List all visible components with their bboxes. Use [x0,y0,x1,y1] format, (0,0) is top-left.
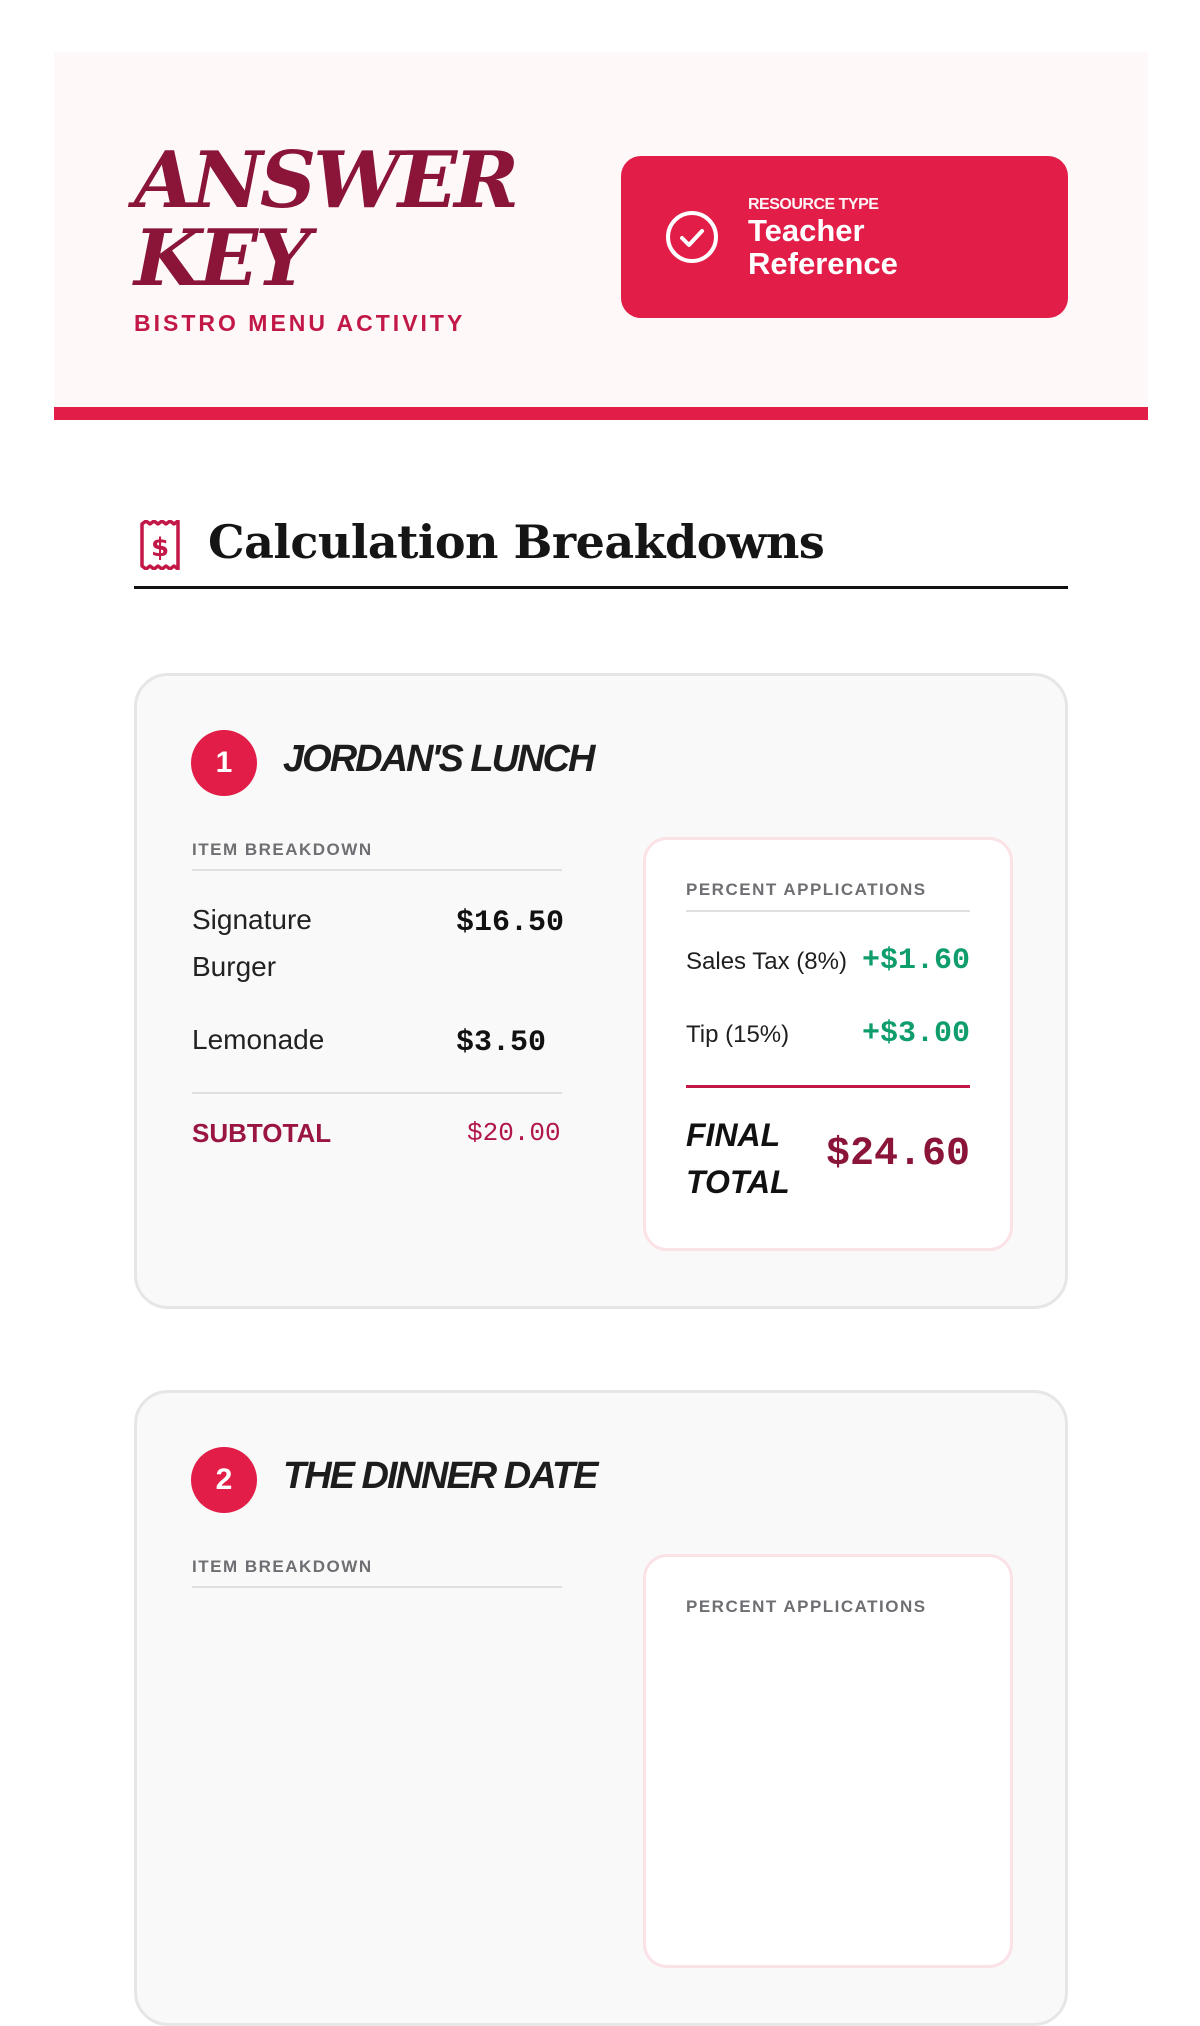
scenario-number: 1 [191,730,257,796]
divider [192,1586,562,1588]
application-label: Tip (15%) [686,1021,790,1048]
badge-label: RESOURCE TYPE [748,196,879,213]
divider [686,910,970,912]
scenario-card [134,1390,1068,2026]
percent-header: PERCENT APPLICATIONS [686,1597,927,1616]
item-name: Lemonade [192,1024,325,1055]
section-header [134,505,1068,589]
divider [192,1092,562,1094]
percent-applications-box [643,1554,1013,1968]
subtotal-value: $20.00 [467,1118,561,1148]
items-header: ITEM BREAKDOWN [192,840,373,859]
item-price: $16.50 [456,906,565,940]
percent-header: PERCENT APPLICATIONS [686,880,927,899]
receipt-dollar-icon [138,520,182,570]
scenario-title: THE DINNER DATE [283,1455,597,1497]
scenario-number: 2 [191,1447,257,1513]
scenario-card [134,673,1068,1309]
check-circle-icon [663,208,721,266]
badge-value: Teacher Reference [748,213,898,281]
section-title: Calculation Breakdowns [208,515,825,569]
scenario-title: JORDAN'S LUNCH [283,738,594,780]
item-price: $3.50 [456,1026,547,1060]
page-subtitle: BISTRO MENU ACTIVITY [134,310,466,336]
percent-applications-box [643,837,1013,1251]
item-name: Signature Burger [192,904,312,982]
total-divider [686,1085,970,1088]
resource-type-badge [621,156,1068,318]
application-value: +$3.00 [861,1017,970,1051]
divider [192,869,562,871]
svg-text:$: $ [150,533,170,563]
application-value: +$1.60 [861,944,970,978]
items-header: ITEM BREAKDOWN [192,1557,373,1576]
application-label: Sales Tax (8%) [686,948,847,975]
answer-key-header [54,52,1148,420]
subtotal-label: SUBTOTAL [192,1118,332,1148]
final-total-value: $24.60 [825,1132,970,1177]
final-total-label: FINAL TOTAL [686,1117,790,1200]
page-title: ANSWER KEY [134,135,517,304]
